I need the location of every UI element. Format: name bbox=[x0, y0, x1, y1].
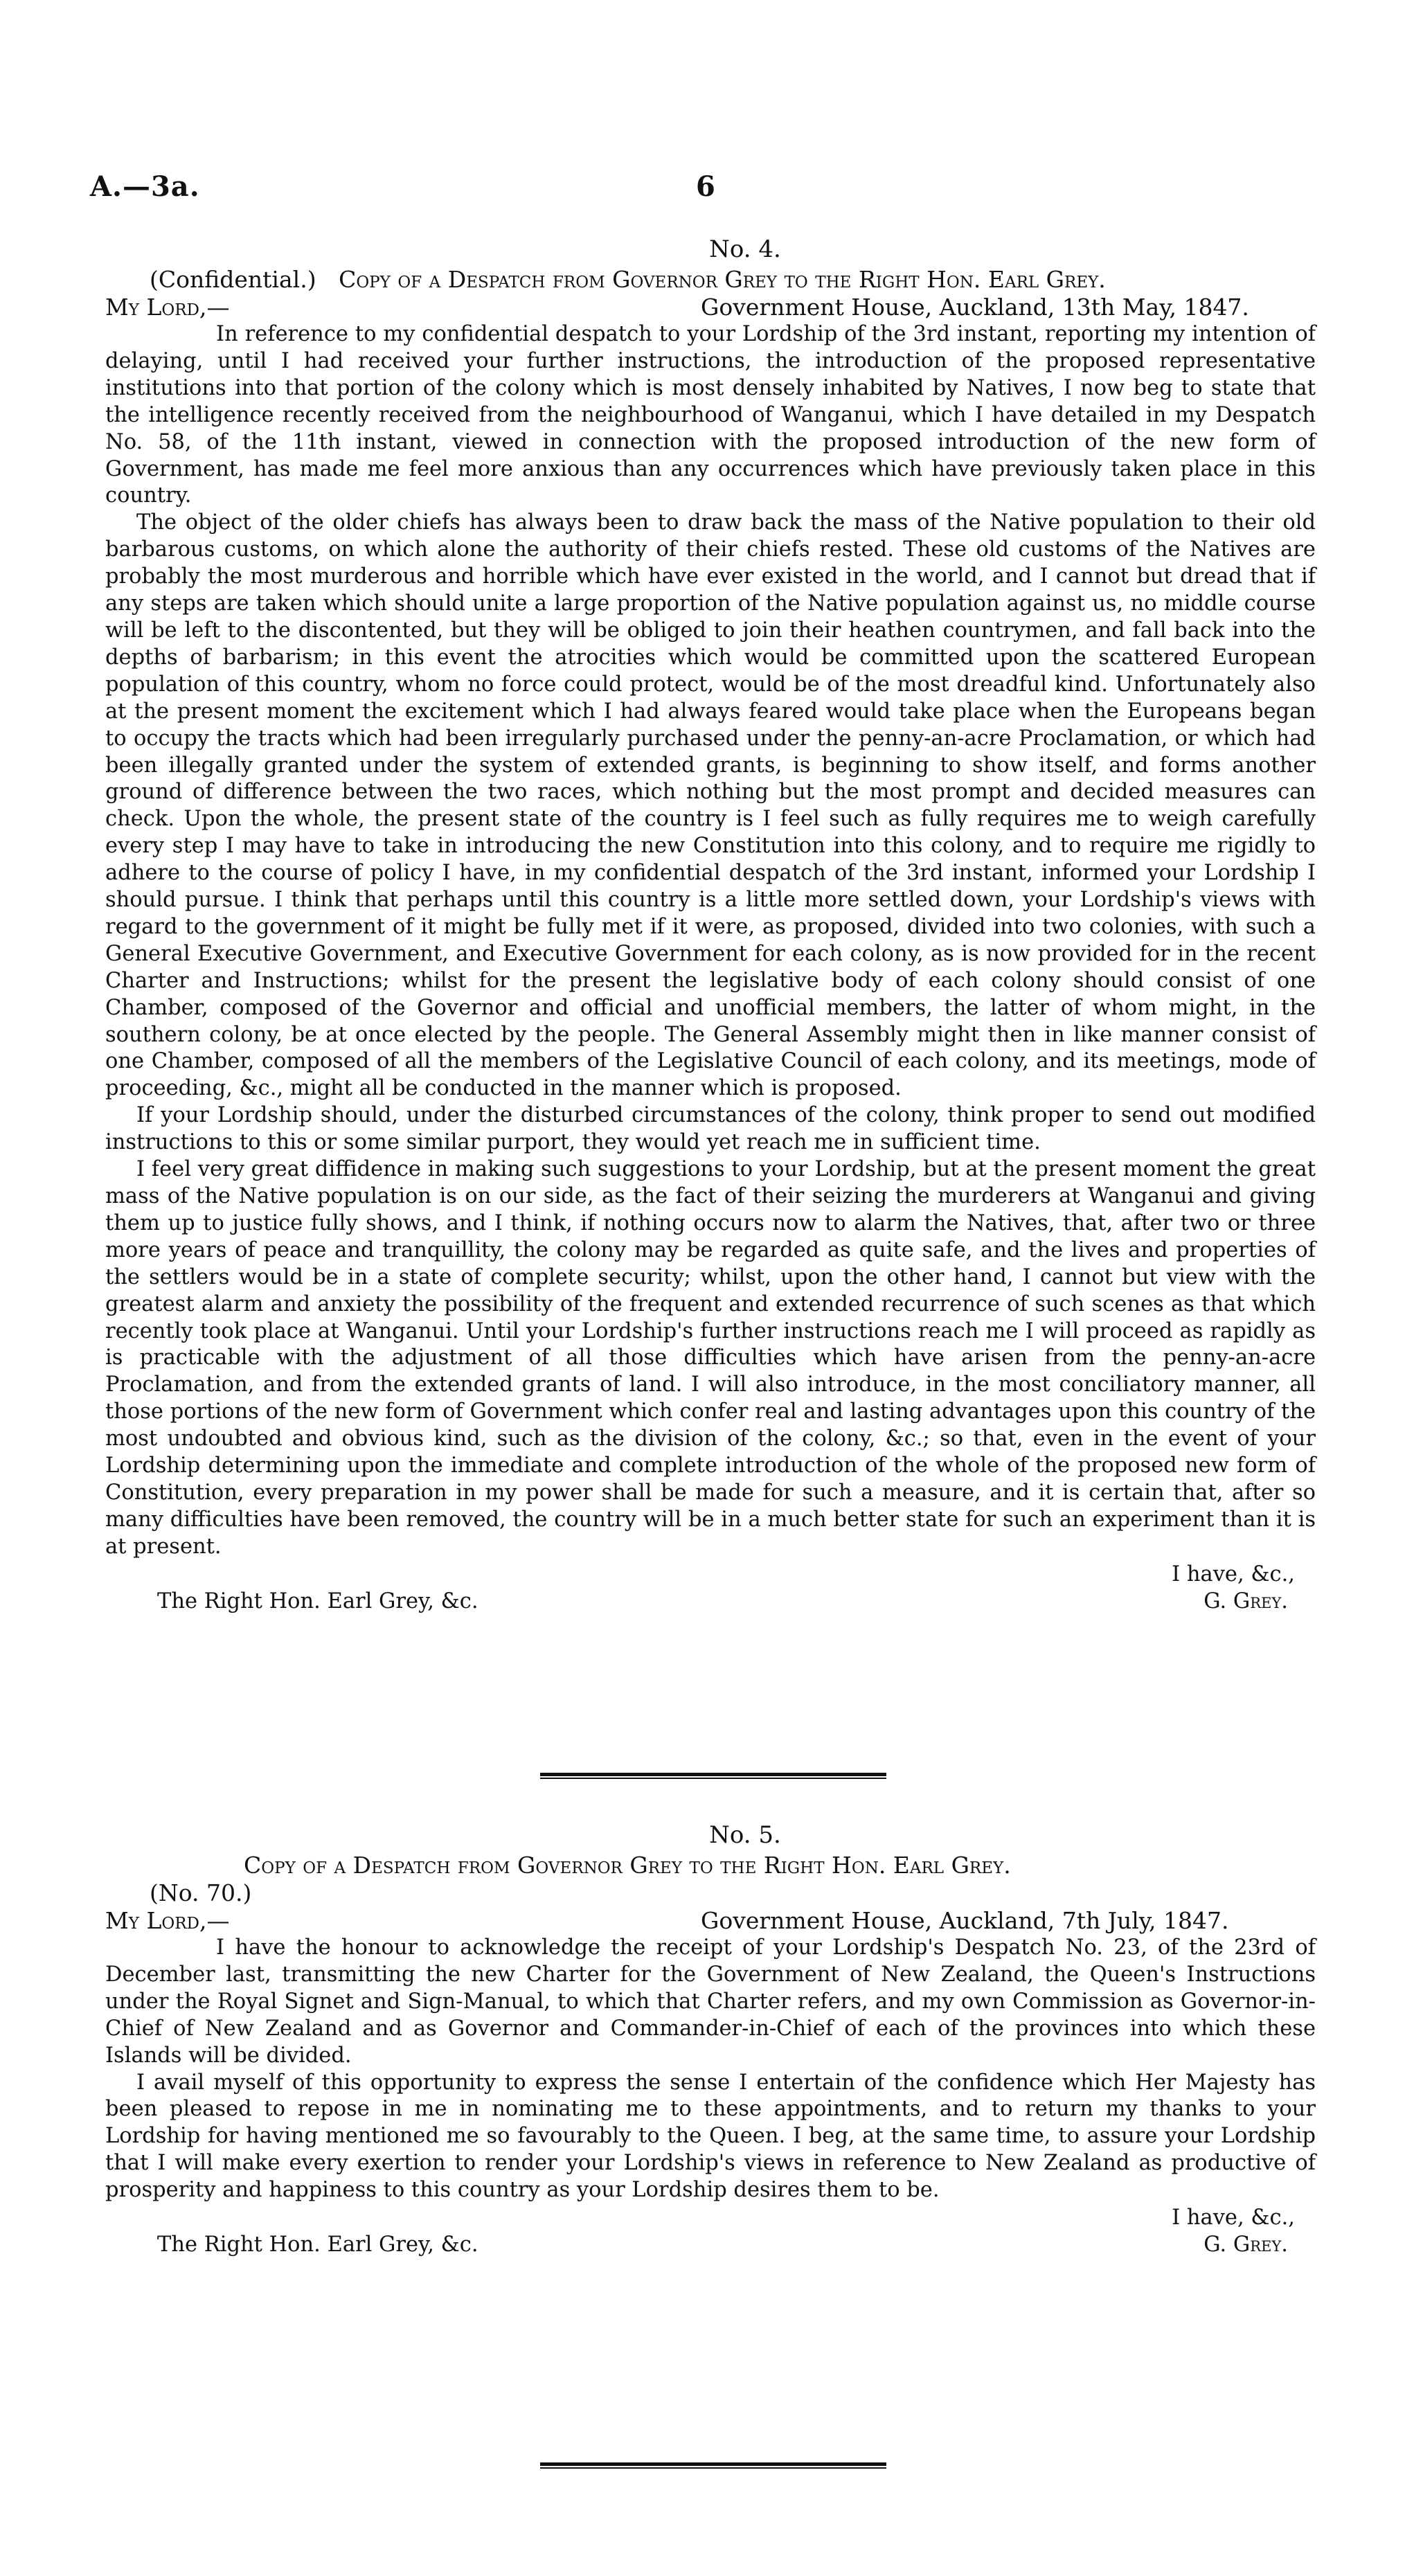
section-divider bbox=[540, 1773, 886, 1779]
salutation: My Lord,— bbox=[105, 294, 230, 321]
despatch-number: No. 5. bbox=[709, 1821, 781, 1849]
signature: G. Grey. bbox=[1203, 1589, 1288, 1613]
paragraph: In reference to my confidential despatch to your Lordship of the 3rd instant, reporting my intention of delaying, until I had received your further instructions, the introduction of the proposed representative institutions into that portion of the colony which is most densely inhabited by Natives, I now beg to state that the intelligence recently received from the neighbourhood of Wanganui, which I have detailed in my Despatch No. 58, of the 11th instant, viewed in connection with the proposed introduction of the new form of Government, has made me feel more anxious than any occurrences which have previously taken place in this country. bbox=[105, 322, 1316, 508]
place-date: Government House, Auckland, 7th July, 1847. bbox=[701, 1907, 1229, 1934]
page-number: 6 bbox=[696, 170, 715, 203]
paragraph: I have the honour to acknowledge the receipt of your Lordship's Despatch No. 23, of the 23rd of December last, transmitting the new Charter for the Government of New Zealand, the Queen's Instructions under the Royal Signet and Sign-Manual, to which that Charter refers, and my own Commission as Governor-in-Chief of New Zealand and as Governor and Commander-in-Chief of each of the provinces into which these Islands will be divided. bbox=[105, 1935, 1316, 2068]
page-header bbox=[90, 170, 1316, 212]
despatch-4 bbox=[105, 235, 1316, 1615]
despatch-title: Copy of a Despatch from Governor Grey to the Right Hon. Earl Grey. bbox=[339, 266, 1106, 293]
paragraph: I feel very great diffidence in making such suggestions to your Lordship, but at the present moment the great mass of the Native population is on our side, as the fact of their seizing the murderers at Wanganui and giving them up to justice fully shows, and I think, if nothing occurs now to alarm the Natives, that, after two or three more years of peace and tranquillity, the colony may be regarded as quite safe, and the lives and properties of the settlers would be in a state of complete security; whilst, upon the other hand, I cannot but view with the greatest alarm and anxiety the possibility of the frequent and extended recurrence of such scenes as that which recently took place at Wanganui. Until your Lordship's further instructions reach me I will proceed as rapidly as is practicable with the adjustment of all those difficulties which have arisen from the penny-an-acre Proclamation, and from the extended grants of land. I will also introduce, in the most conciliatory manner, all those portions of the new form of Government which confer real and lasting advantages upon this country of the most undoubted and obvious kind, such as the division of the colony, &c.; so that, even in the event of your Lordship determining upon the immediate and complete introduction of the whole of the proposed new form of Constitution, every preparation in my power shall be made for such a measure, and it is certain that, after so many difficulties have been removed, the country will be in a much better state for such an experiment than it is at present. bbox=[105, 1157, 1316, 1559]
despatch-5 bbox=[105, 1821, 1316, 2258]
document-reference: A.—3a. bbox=[90, 170, 200, 203]
address-row bbox=[105, 294, 1316, 321]
signature: G. Grey. bbox=[1203, 2233, 1288, 2257]
addressee-row bbox=[105, 2231, 1316, 2258]
salutation: My Lord,— bbox=[105, 1907, 230, 1934]
despatch-title-line bbox=[105, 266, 1316, 294]
address-row bbox=[105, 1907, 1316, 1935]
closing-row bbox=[105, 2204, 1316, 2231]
section-divider bbox=[540, 2462, 886, 2469]
closing: I have, &c., bbox=[1172, 1562, 1295, 1586]
addressee-row bbox=[105, 1588, 1316, 1615]
closing-row bbox=[105, 1561, 1316, 1588]
paragraph: The object of the older chiefs has always been to draw back the mass of the Native population to their old barbarous customs, on which alone the authority of their chiefs rested. These old customs of the Natives are probably the most murderous and horrible which have ever existed in the world, and I cannot but dread that if any steps are taken which should unite a large proportion of the Native population against us, no middle course will be left to the discontented, but they will be obliged to join their heathen countrymen, and fall back into the depths of barbarism; in this event the atrocities which would be committed upon the scattered European population of this country, whom no force could protect, would be of the most dreadful kind. Unfortunately also at the present moment the excitement which I had always feared would take place when the Europeans began to occupy the tracts which had been irregularly purchased under the penny-an-acre Proclamation, or which had been illegally granted under the system of extended grants, is beginning to show itself, and forms another ground of difference between the two races, which nothing but the most prompt and decided measures can check. Upon the whole, the present state of the country is I feel such as fully requires me to weigh carefully every step I may have to take in introducing the new Constitution into this colony, and to require me rigidly to adhere to the course of policy I have, in my confidential despatch of the 3rd instant, informed your Lordship I should pursue. I think that perhaps until this country is a little more settled down, your Lordship's views with regard to the government of it might be fully met if it were, as proposed, divided into two colonies, with such a General Executive Government, and Executive Government for each colony, as is now provided for in the recent Charter and Instructions; whilst for the present the legislative body of each colony should consist of one Chamber, composed of the Governor and official and unofficial members, the latter of whom might, in the southern colony, be at once elected by the people. The General Assembly might then in like manner consist of one Chamber, composed of all the members of the Legislative Council of each colony, and its meetings, mode of proceeding, &c., might all be conducted in the manner which is proposed. bbox=[105, 510, 1316, 1101]
despatch-title: Copy of a Despatch from Governor Grey to the Right Hon. Earl Grey. bbox=[244, 1852, 1011, 1879]
despatch-no: (No. 70.) bbox=[150, 1879, 252, 1906]
closing: I have, &c., bbox=[1172, 2206, 1295, 2230]
addressee: The Right Hon. Earl Grey, &c. bbox=[157, 2233, 478, 2257]
paragraph: If your Lordship should, under the disturbed circumstances of the colony, think proper to send out modified instructions to this or some similar purport, they would yet reach me in sufficient time. bbox=[105, 1103, 1316, 1155]
place-date: Government House, Auckland, 13th May, 1847. bbox=[701, 294, 1249, 321]
confidential-label: (Confidential.) bbox=[150, 266, 316, 293]
paragraph: I avail myself of this opportunity to express the sense I entertain of the confidence which Her Majesty has been pleased to repose in me in nominating me to these appointments, and to return my thanks to your Lordship for having mentioned me so favourably to the Queen. I beg, at the same time, to assure your Lordship that I will make every exertion to render your Lordship's views in reference to New Zealand as productive of prosperity and happiness to this country as your Lordship desires them to be. bbox=[105, 2070, 1316, 2203]
despatch-number: No. 4. bbox=[709, 235, 781, 263]
addressee: The Right Hon. Earl Grey, &c. bbox=[157, 1589, 478, 1613]
